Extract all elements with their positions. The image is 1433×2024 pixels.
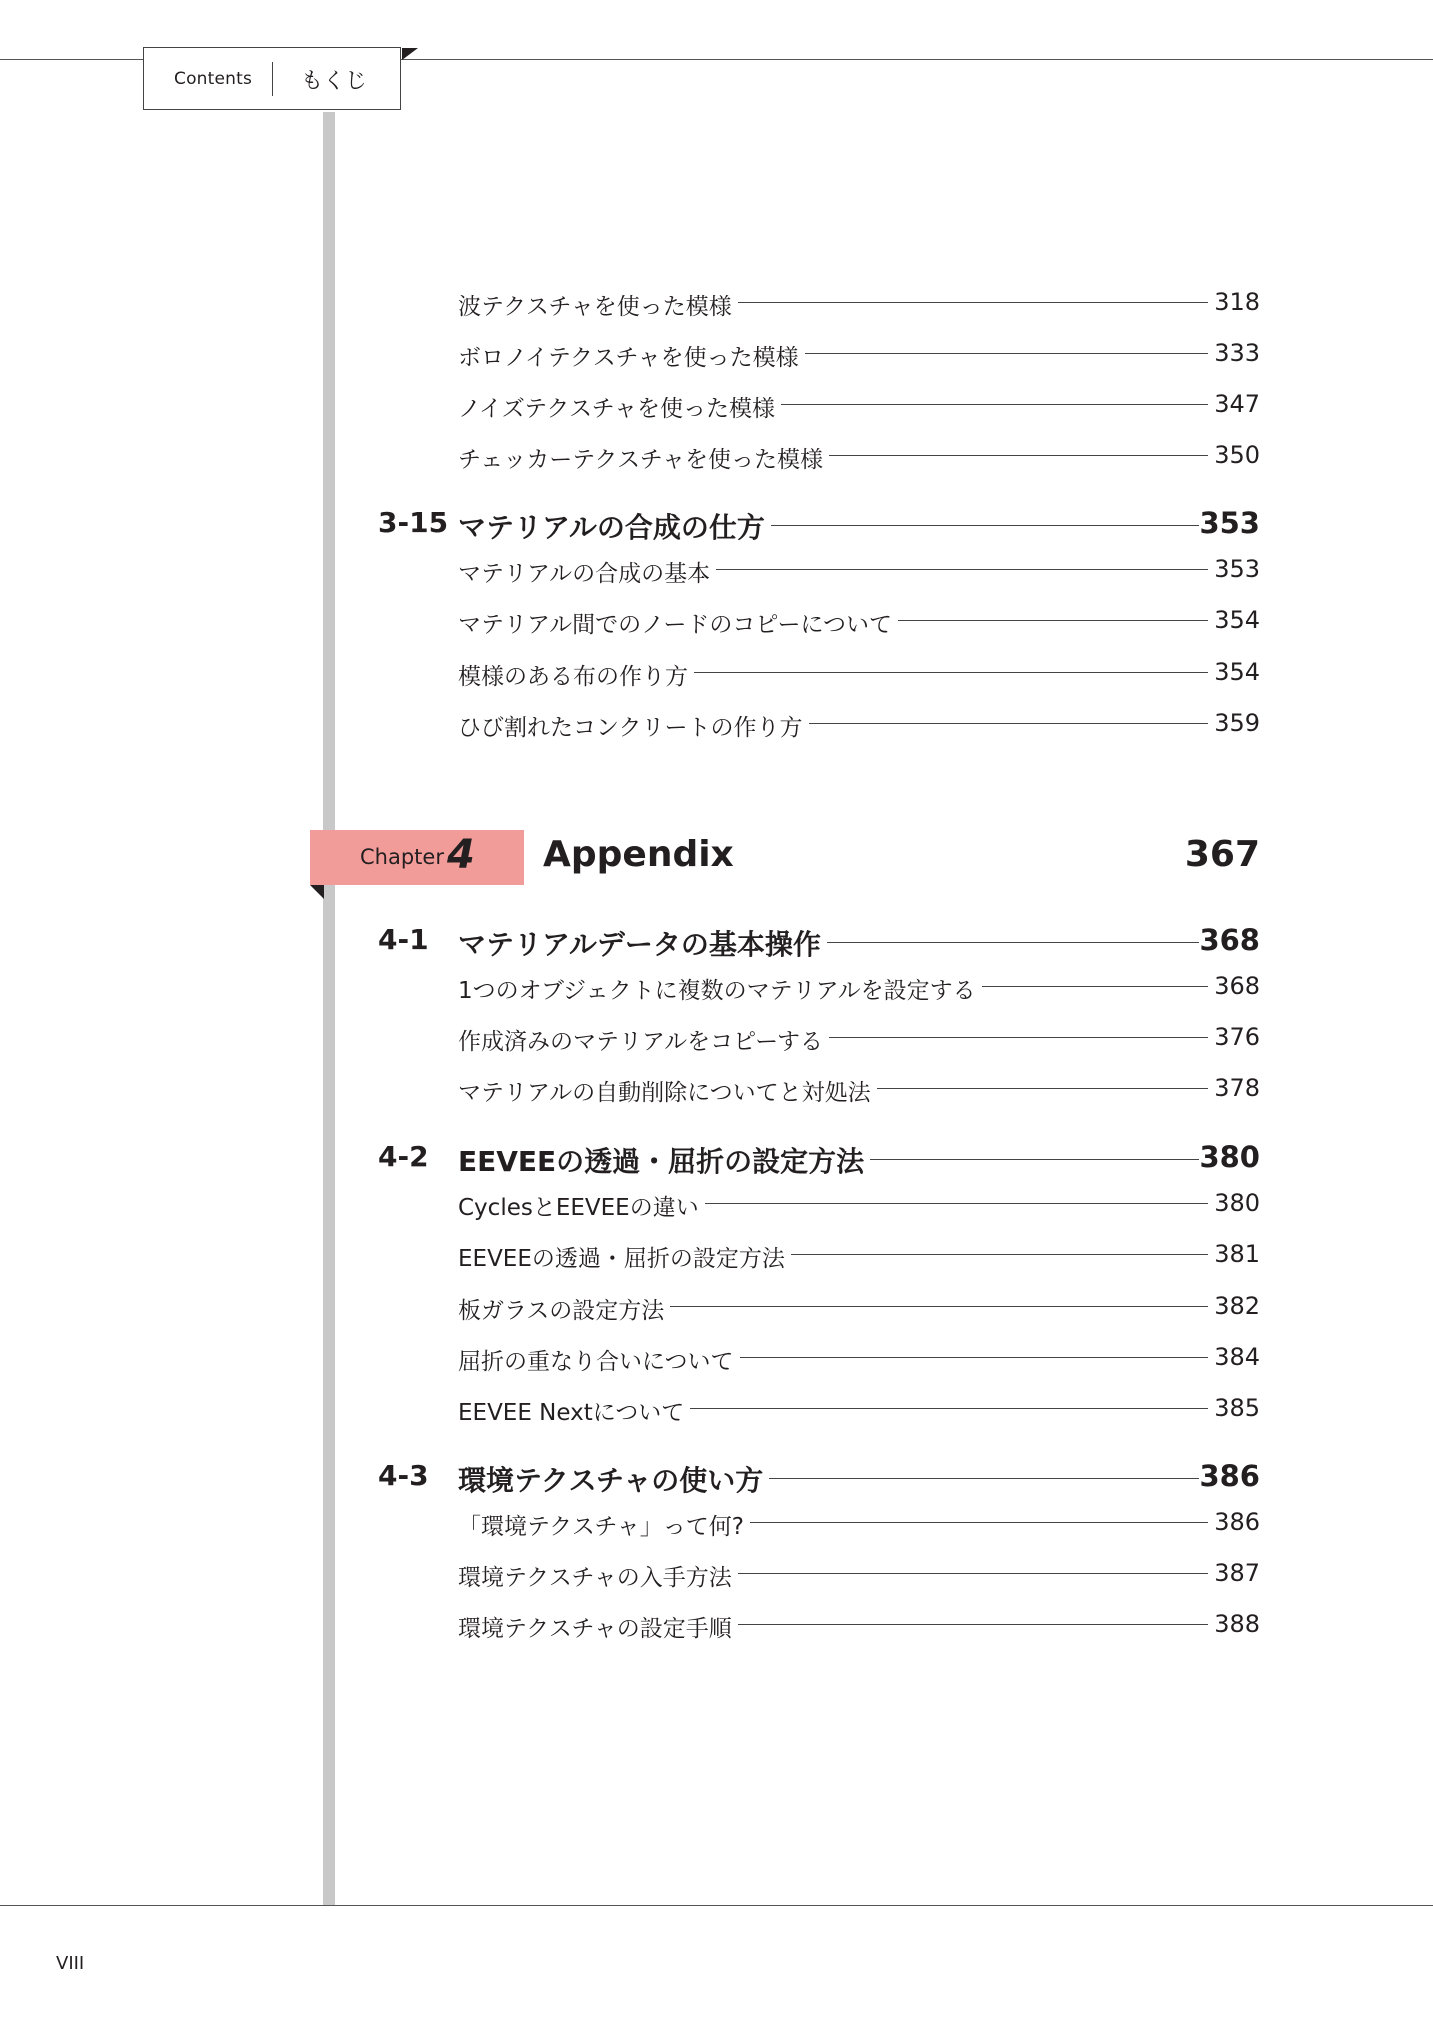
toc-entry[interactable] xyxy=(458,1604,1260,1644)
chapter-page: 367 xyxy=(1184,834,1260,875)
entry-page: 378 xyxy=(1210,1074,1260,1102)
toc-entry[interactable] xyxy=(458,1553,1260,1593)
entry-page: 385 xyxy=(1210,1394,1260,1422)
entry-title: 環境テクスチャの設定手順 xyxy=(458,1610,738,1643)
entry-page: 384 xyxy=(1210,1343,1260,1371)
entry-page: 382 xyxy=(1210,1292,1260,1320)
entry-page: 359 xyxy=(1210,709,1260,737)
entry-page: 386 xyxy=(1210,1508,1260,1536)
toc-section-4-2[interactable] xyxy=(378,1136,1260,1180)
entry-page: 376 xyxy=(1210,1023,1260,1051)
entry-title: 模様のある布の作り方 xyxy=(458,658,694,691)
entry-title: ひび割れたコンクリートの作り方 xyxy=(458,709,809,742)
toc-entry[interactable] xyxy=(458,1068,1260,1108)
section-title: 環境テクスチャの使い方 xyxy=(458,1459,769,1499)
spine-bar xyxy=(323,112,335,1906)
entry-page: 353 xyxy=(1210,555,1260,583)
section-title: マテリアルの合成の仕方 xyxy=(458,506,771,546)
entry-title: CyclesとEEVEEの違い xyxy=(458,1189,705,1222)
section-number: 3-15 xyxy=(378,506,449,539)
toc-entry[interactable] xyxy=(458,549,1260,589)
entry-page: 347 xyxy=(1210,390,1260,418)
toc-section-4-3[interactable] xyxy=(378,1455,1260,1499)
entry-title: EEVEEの透過・屈折の設定方法 xyxy=(458,1240,791,1273)
section-number: 4-1 xyxy=(378,923,429,956)
toc-section-3-15[interactable] xyxy=(378,502,1260,546)
entry-title: 波テクスチャを使った模様 xyxy=(458,288,738,321)
entry-title: 環境テクスチャの入手方法 xyxy=(458,1559,738,1592)
toc-entry[interactable] xyxy=(458,1286,1260,1326)
entry-title: 1つのオブジェクトに複数のマテリアルを設定する xyxy=(458,972,982,1005)
toc-entry[interactable] xyxy=(458,1234,1260,1274)
entry-title: 「環境テクスチャ」って何? xyxy=(458,1508,750,1541)
toc-entry[interactable] xyxy=(458,703,1260,743)
chapter-title[interactable]: Appendix xyxy=(543,834,734,875)
entry-page: 354 xyxy=(1210,606,1260,634)
toc-entry[interactable] xyxy=(458,1337,1260,1377)
entry-title: ボロノイテクスチャを使った模様 xyxy=(458,339,805,372)
section-page: 380 xyxy=(1199,1140,1260,1174)
entry-page: 388 xyxy=(1210,1610,1260,1638)
chapter-number: 4 xyxy=(447,832,475,878)
toc-section-4-1[interactable] xyxy=(378,919,1260,963)
chapter-tab-triangle xyxy=(310,885,324,899)
header-divider xyxy=(272,62,273,96)
section-title: マテリアルデータの基本操作 xyxy=(458,923,827,963)
entry-page: 380 xyxy=(1210,1189,1260,1217)
toc-entry[interactable] xyxy=(458,1183,1260,1223)
bottom-rule xyxy=(0,1905,1433,1906)
entry-title: マテリアルの合成の基本 xyxy=(458,555,716,588)
entry-page: 354 xyxy=(1210,658,1260,686)
section-page: 386 xyxy=(1199,1459,1260,1493)
entry-title: チェッカーテクスチャを使った模様 xyxy=(458,441,829,474)
section-number: 4-2 xyxy=(378,1140,429,1173)
toc-entry[interactable] xyxy=(458,282,1260,322)
toc-entry[interactable] xyxy=(458,1388,1260,1428)
section-title: EEVEEの透過・屈折の設定方法 xyxy=(458,1140,870,1180)
entry-page: 368 xyxy=(1210,972,1260,1000)
page-folio: VIII xyxy=(56,1953,85,1974)
entry-page: 318 xyxy=(1210,288,1260,316)
entry-page: 333 xyxy=(1210,339,1260,367)
header-label-en: Contents xyxy=(174,69,253,89)
entry-title: ノイズテクスチャを使った模様 xyxy=(458,390,781,423)
entry-title: マテリアルの自動削除についてと対処法 xyxy=(458,1074,877,1107)
chapter-word: Chapter xyxy=(360,845,444,869)
section-page: 353 xyxy=(1199,506,1260,540)
entry-page: 387 xyxy=(1210,1559,1260,1587)
entry-title: 作成済みのマテリアルをコピーする xyxy=(458,1023,829,1056)
entry-page: 381 xyxy=(1210,1240,1260,1268)
toc-entry[interactable] xyxy=(458,333,1260,373)
header-label-ja: もくじ xyxy=(301,69,368,94)
chapter-tab[interactable] xyxy=(310,830,524,885)
section-number: 4-3 xyxy=(378,1459,429,1492)
toc-entry[interactable] xyxy=(458,966,1260,1006)
entry-title: 屈折の重なり合いについて xyxy=(458,1343,740,1376)
toc-entry[interactable] xyxy=(458,1017,1260,1057)
entry-title: 板ガラスの設定方法 xyxy=(458,1292,670,1325)
entry-page: 350 xyxy=(1210,441,1260,469)
toc-entry[interactable] xyxy=(458,435,1260,475)
toc-entry[interactable] xyxy=(458,384,1260,424)
contents-header xyxy=(143,47,401,110)
header-corner-triangle xyxy=(402,48,418,60)
toc-entry[interactable] xyxy=(458,1502,1260,1542)
entry-title: EEVEE Nextについて xyxy=(458,1394,690,1427)
entry-title: マテリアル間でのノードのコピーについて xyxy=(458,606,898,639)
toc-entry[interactable] xyxy=(458,600,1260,640)
toc-entry[interactable] xyxy=(458,652,1260,692)
section-page: 368 xyxy=(1199,923,1260,957)
